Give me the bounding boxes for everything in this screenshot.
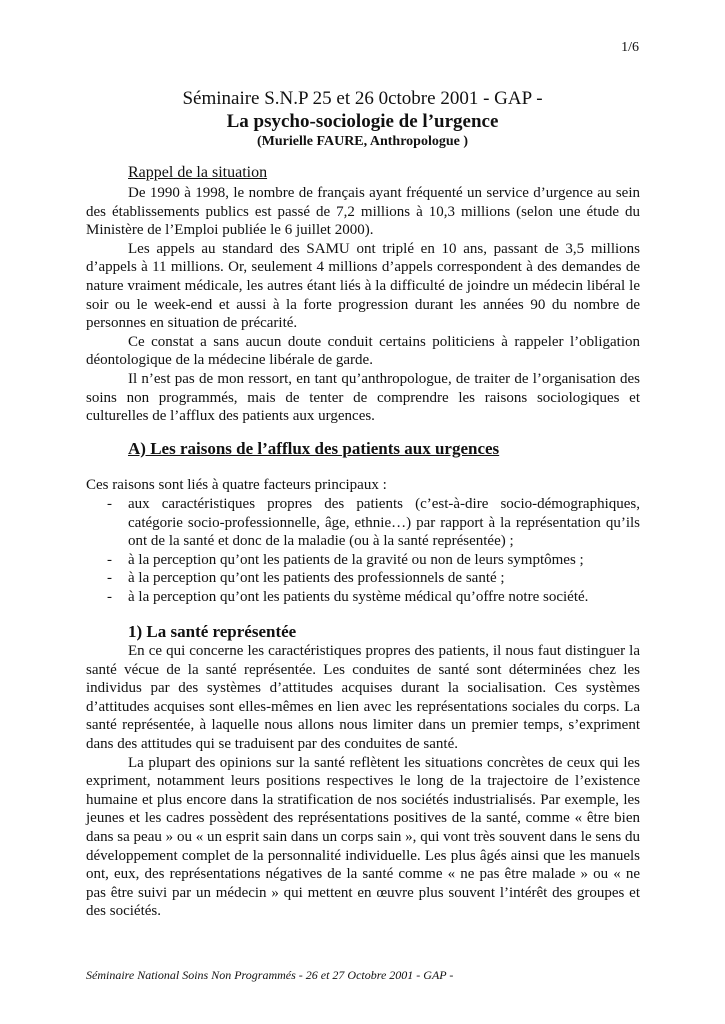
- list-item-text: à la perception qu’ont les patients de la gravité ou non de leurs symptômes ;: [128, 551, 584, 568]
- document-title: Séminaire S.N.P 25 et 26 0ctobre 2001 - GAP -: [182, 88, 543, 109]
- page-number: 1/6: [621, 40, 639, 55]
- bullet-dash: -: [107, 551, 112, 568]
- list-item: [86, 495, 640, 551]
- section-heading-1: 1) La santé représentée: [128, 622, 297, 641]
- section-rappel-body: [86, 184, 640, 426]
- list-item-text: à la perception qu’ont les patients du système médical qu’offre notre société.: [128, 588, 589, 605]
- paragraph: Il n’est pas de mon ressort, en tant qu’anthropologue, de traiter de l’organisation des soins non programmés, mais de tenter de comprendre les raisons sociologiques et culturelles de l’afflux des patients aux urgences.: [86, 370, 640, 425]
- document-subtitle: La psycho-sociologie de l’urgence: [226, 111, 499, 132]
- section-heading-a: A) Les raisons de l’afflux des patients aux urgences: [128, 439, 500, 458]
- paragraph: La plupart des opinions sur la santé reflètent les situations concrètes de ceux qui les expriment, notamment leurs positions respectives le long de la trajectoire de l’existence humaine et plus encore dans la stratification de nos sociétés industrialisés. Par exemple, les jeunes et les cadres possèdent des représentations positives de la santé, comme « être bien dans sa peau » ou « un esprit sain dans un corps sain », qui vont très souvent dans le sens du développement complet de la personnalité individuelle. Les plus âgés ainsi que les manuels ont, eux, des représentations négatives de la santé comme « ne pas être malade » ou « ne pas être suivi par un médecin » qui mettent en œuvre plus souvent l’intérêt des groupes et des sociétés.: [86, 754, 640, 920]
- list-item: [86, 588, 640, 607]
- paragraph: Les appels au standard des SAMU ont triplé en 10 ans, passant de 3,5 millions d’appels à 11 millions. Or, seulement 4 millions d’appels correspondent à des demandes de nature vraiment médicale, les autres étant liés à la difficulté de joindre un médecin libéral le soir ou le week-end et aussi à la forte progression durant les années 90 du nombre de personnes en situation de précarité.: [86, 240, 640, 332]
- bullet-dash: -: [107, 588, 112, 605]
- bullet-dash: -: [107, 570, 112, 587]
- paragraph: En ce qui concerne les caractéristiques propres des patients, il nous faut distinguer la santé vécue de la santé représentée. Les conduites de santé sont déterminées chez les individus par des systèmes d’attitudes acquises durant la socialisation. Ces systèmes d’attitudes acquises sont elles-mêmes en lien avec les représentations sociales du corps. La santé représentée, à laquelle nous allons nous limiter dans un premier temps, s’expriment dans des attitudes qui se traduisent par des conduites de santé.: [86, 643, 640, 752]
- list-item-text: aux caractéristiques propres des patients (c’est-à-dire socio-démographiques, catégorie socio-professionnelle, âge, ethnie…) par rapport à la représentation qu’ils ont de la santé et donc de la maladie (ou à la santé représentée) ;: [128, 496, 640, 550]
- section-heading-rappel: Rappel de la situation: [128, 164, 268, 181]
- list-item: [86, 569, 640, 588]
- paragraph: De 1990 à 1998, le nombre de français ayant fréquenté un service d’urgence au sein des établissements publics est passé de 7,2 millions à 10,3 millions (selon une étude du Ministère de l’Emploi publiée le 6 juillet 2000).: [86, 185, 640, 239]
- list-item-text: à la perception qu’ont les patients des professionnels de santé ;: [128, 570, 505, 587]
- bullet-dash: -: [107, 496, 112, 512]
- list-item: [86, 551, 640, 570]
- document-author: (Murielle FAURE, Anthropologue ): [256, 134, 469, 149]
- factor-list: [86, 495, 640, 607]
- paragraph: Ce constat a sans aucun doute conduit certains politiciens à rappeler l’obligation déontologique de la médecine libérale de garde.: [86, 333, 640, 369]
- section-1-body: [86, 642, 640, 921]
- section-a-intro: Ces raisons sont liés à quatre facteurs principaux :: [86, 477, 387, 493]
- page-footer: Séminaire National Soins Non Programmés - 26 et 27 Octobre 2001 - GAP -: [86, 968, 454, 982]
